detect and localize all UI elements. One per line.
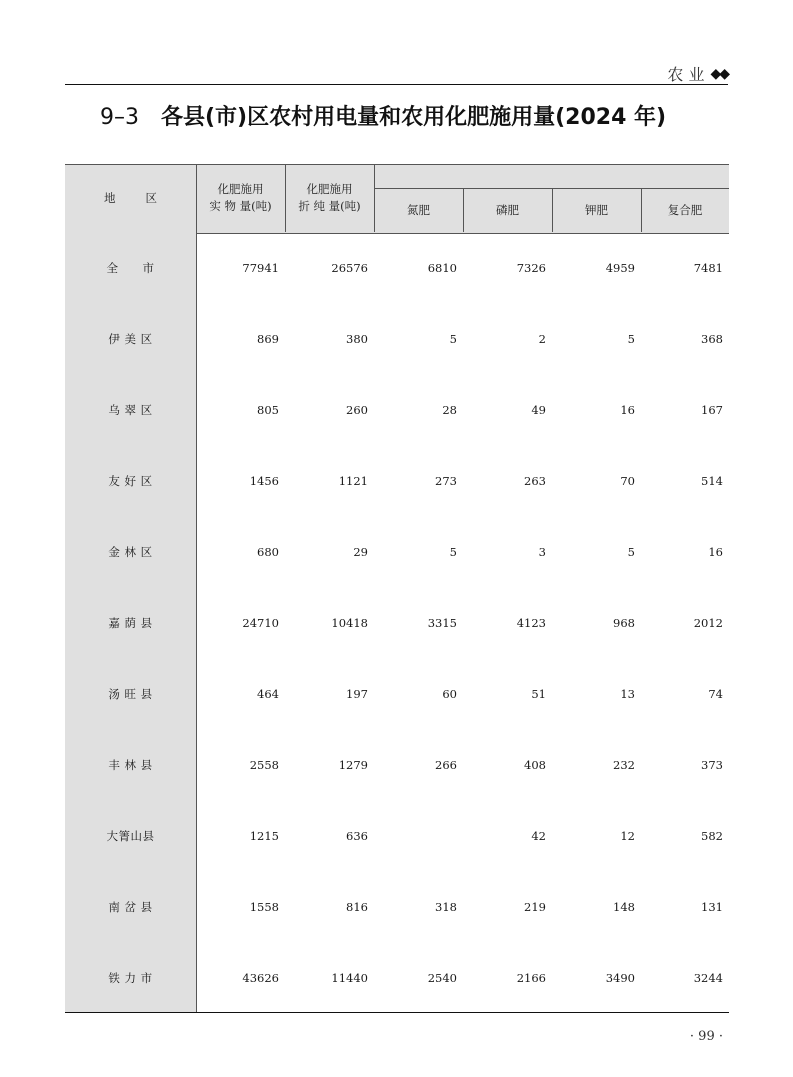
header-pure-amount: 化肥施用 折 纯 量(吨) — [298, 182, 361, 213]
cell-phosphate: 42 — [531, 828, 546, 843]
cell-phosphate: 3 — [538, 544, 546, 559]
table-row — [65, 516, 729, 587]
cell-compound: 131 — [701, 899, 723, 914]
cell-potash: 16 — [620, 402, 635, 417]
cell-actual: 1558 — [249, 899, 279, 914]
cell-actual: 869 — [257, 331, 279, 346]
cell-nitrogen: 3315 — [427, 615, 457, 630]
cell-pure: 636 — [346, 828, 368, 843]
cell-compound: 582 — [701, 828, 723, 843]
region-name: 大箐山县 — [106, 828, 155, 843]
column-divider — [463, 188, 464, 232]
cell-compound: 3244 — [693, 970, 723, 985]
cell-compound: 16 — [708, 544, 723, 559]
cell-potash: 968 — [613, 615, 635, 630]
cell-potash: 13 — [620, 686, 635, 701]
cell-nitrogen: 5 — [449, 331, 457, 346]
region-name: 伊 美 区 — [108, 331, 153, 346]
table-row — [65, 871, 729, 942]
region-name: 乌 翠 区 — [108, 402, 153, 417]
cell-potash: 148 — [613, 899, 635, 914]
table-title: 各县(市)区农村用电量和农用化肥施用量(2024 年) — [161, 105, 667, 130]
cell-actual: 1456 — [249, 473, 279, 488]
cell-nitrogen: 318 — [435, 899, 457, 914]
cell-actual: 680 — [257, 544, 279, 559]
region-name: 全 市 — [106, 260, 155, 275]
region-name: 铁 力 市 — [108, 970, 153, 985]
region-name: 汤 旺 县 — [108, 686, 153, 701]
region-name: 友 好 区 — [108, 473, 153, 488]
header-region: 地 区 — [104, 190, 157, 205]
region-name: 金 林 区 — [108, 544, 153, 559]
cell-phosphate: 51 — [531, 686, 546, 701]
cell-actual: 43626 — [242, 970, 279, 985]
cell-phosphate: 49 — [531, 402, 546, 417]
column-divider — [552, 188, 553, 232]
table-row — [65, 587, 729, 658]
diamond-icon: ◆◆ — [710, 65, 728, 82]
table-row — [65, 729, 729, 800]
cell-actual: 2558 — [249, 757, 279, 772]
cell-phosphate: 2166 — [516, 970, 546, 985]
table-bottom-rule — [65, 1012, 729, 1013]
cell-phosphate: 263 — [524, 473, 546, 488]
table-row — [65, 942, 729, 1013]
region-name: 南 岔 县 — [108, 899, 153, 914]
cell-nitrogen: 5 — [449, 544, 457, 559]
cell-pure: 260 — [346, 402, 368, 417]
header-divider — [65, 84, 728, 85]
table-row — [65, 445, 729, 516]
cell-phosphate: 7326 — [516, 260, 546, 275]
subheader-divider — [374, 188, 729, 189]
cell-actual: 77941 — [242, 260, 279, 275]
cell-nitrogen: 6810 — [427, 260, 457, 275]
cell-nitrogen: 2540 — [427, 970, 457, 985]
fertilizer-table — [65, 164, 729, 1013]
cell-potash: 5 — [627, 544, 635, 559]
cell-compound: 2012 — [693, 615, 723, 630]
cell-pure: 11440 — [331, 970, 368, 985]
cell-potash: 5 — [627, 331, 635, 346]
cell-nitrogen: 28 — [442, 402, 457, 417]
cell-compound: 74 — [708, 686, 723, 701]
page-title — [100, 100, 666, 131]
cell-compound: 7481 — [693, 260, 723, 275]
header-compound: 复合肥 — [667, 202, 703, 217]
cell-phosphate: 2 — [538, 331, 546, 346]
region-name: 丰 林 县 — [108, 757, 153, 772]
cell-pure: 29 — [353, 544, 368, 559]
cell-actual: 464 — [257, 686, 279, 701]
running-header — [667, 62, 728, 85]
table-row — [65, 658, 729, 729]
cell-phosphate: 4123 — [516, 615, 546, 630]
header-nitrogen: 氮肥 — [407, 202, 430, 217]
cell-potash: 70 — [620, 473, 635, 488]
cell-actual: 24710 — [242, 615, 279, 630]
region-name: 嘉 荫 县 — [108, 615, 153, 630]
cell-potash: 12 — [620, 828, 635, 843]
cell-phosphate: 408 — [524, 757, 546, 772]
cell-pure: 816 — [346, 899, 368, 914]
cell-pure: 197 — [346, 686, 368, 701]
cell-pure: 1121 — [338, 473, 368, 488]
cell-pure: 26576 — [331, 260, 368, 275]
header-phosphate: 磷肥 — [496, 202, 519, 217]
cell-potash: 232 — [613, 757, 635, 772]
cell-nitrogen: 273 — [435, 473, 457, 488]
cell-pure: 1279 — [338, 757, 368, 772]
cell-compound: 373 — [701, 757, 723, 772]
cell-actual: 1215 — [249, 828, 279, 843]
cell-phosphate: 219 — [524, 899, 546, 914]
column-divider — [285, 164, 286, 232]
table-row — [65, 303, 729, 374]
table-row — [65, 374, 729, 445]
header-potash: 钾肥 — [585, 202, 608, 217]
column-divider — [641, 188, 642, 232]
section-label: 农 业 — [667, 65, 705, 84]
cell-compound: 514 — [701, 473, 723, 488]
cell-nitrogen: 60 — [442, 686, 457, 701]
cell-potash: 4959 — [605, 260, 635, 275]
column-divider — [374, 164, 375, 232]
cell-compound: 167 — [701, 402, 723, 417]
cell-actual: 805 — [257, 402, 279, 417]
table-row — [65, 800, 729, 871]
table-number: 9–3 — [100, 105, 139, 130]
cell-pure: 10418 — [331, 615, 368, 630]
cell-potash: 3490 — [605, 970, 635, 985]
header-actual-amount: 化肥施用 实 物 量(吨) — [209, 182, 272, 213]
page-number: · 99 · — [689, 1029, 723, 1044]
table-row — [65, 232, 729, 303]
cell-compound: 368 — [701, 331, 723, 346]
cell-nitrogen — [374, 800, 463, 871]
cell-pure: 380 — [346, 331, 368, 346]
cell-nitrogen: 266 — [435, 757, 457, 772]
